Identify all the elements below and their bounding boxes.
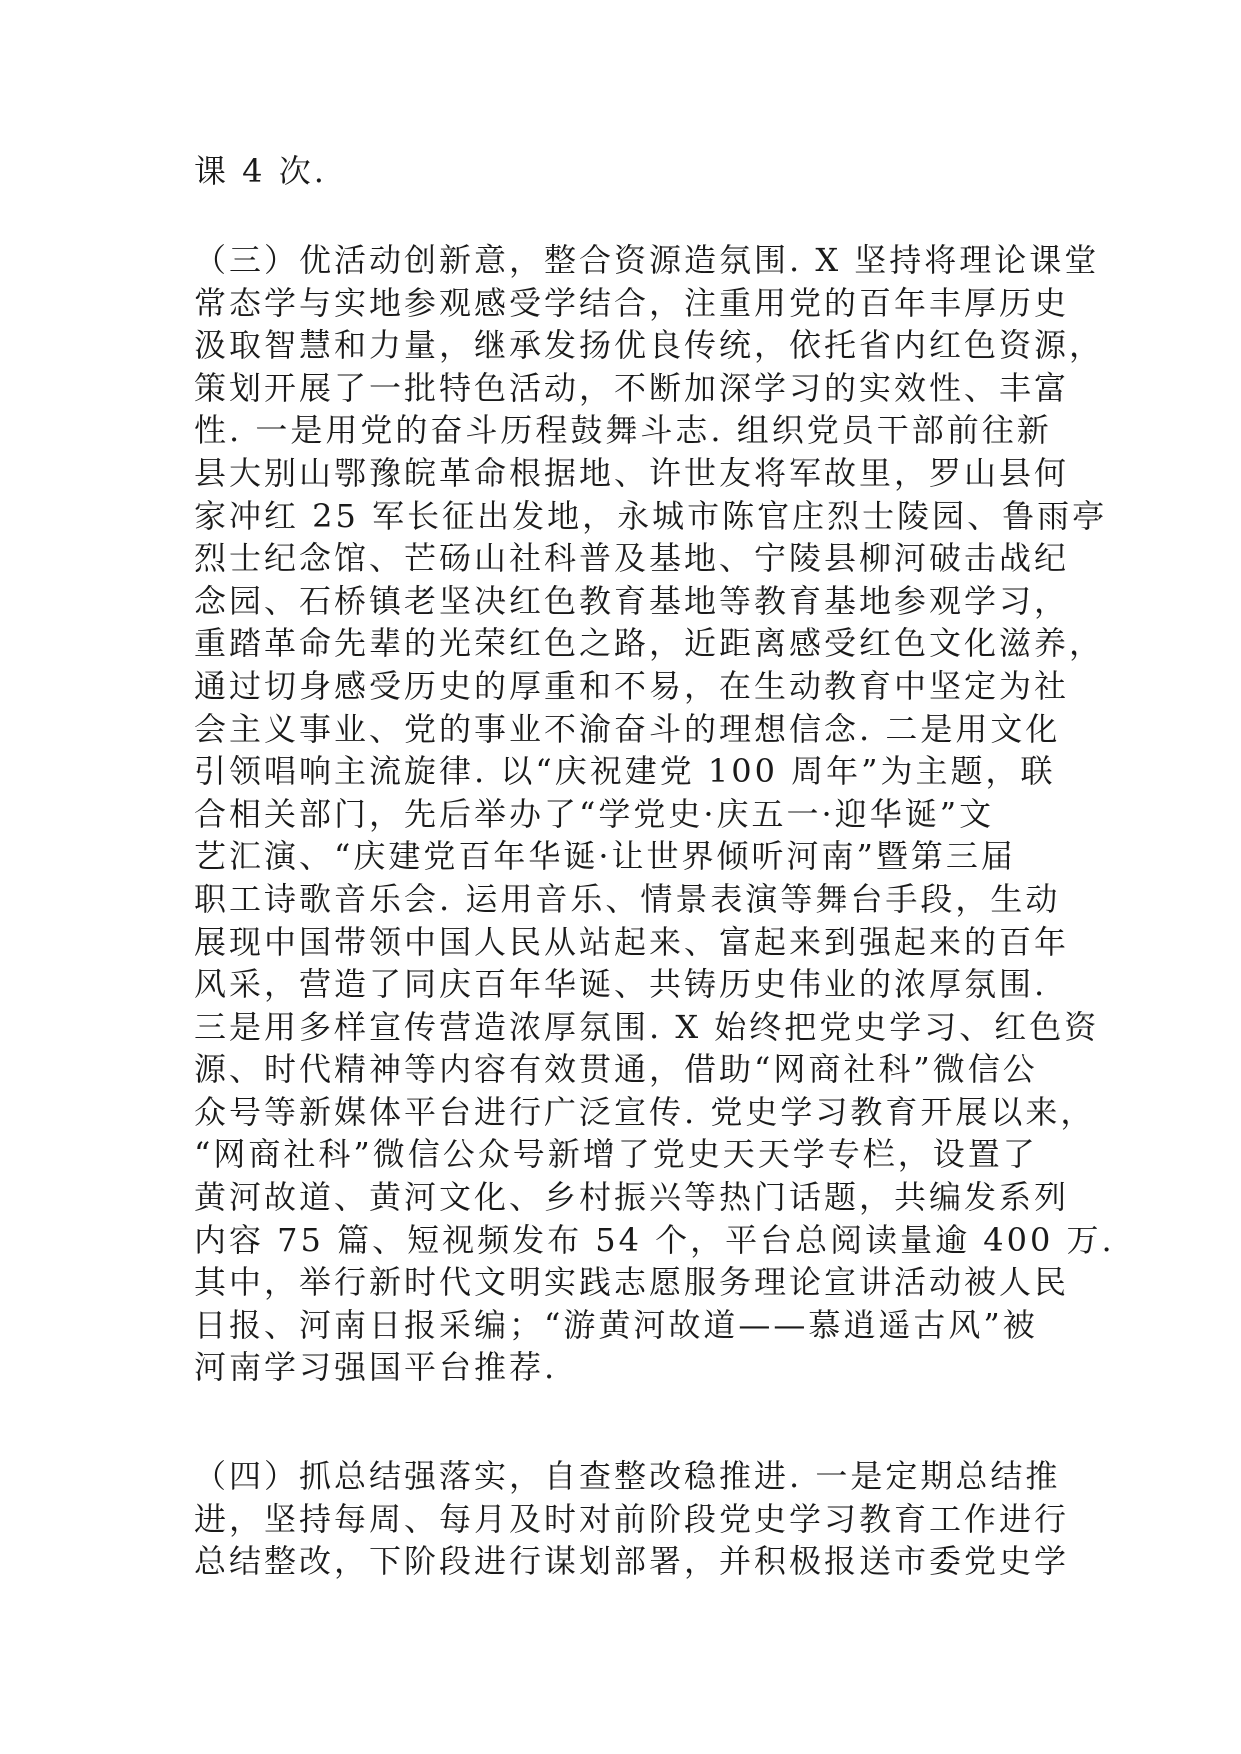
paragraph-section-3: （三）优活动创新意，整合资源造氛围. X 坚持将理论课堂 常态学与实地参观感受学结合，注重用党的百年丰厚历史 汲取智慧和力量，继承发扬优良传统，依托省内红色资源， 策划开展了一批特色活动，不断加深学习的实效性、丰富 性. 一是用党的奋斗历程鼓舞斗志. 组织党员干部前往新 县大别山鄂豫皖革命根据地、许世友将军故里，罗山县何 家冲红 25 军长征出发地，永城市陈官庄烈士陵园、鲁雨亭 烈士纪念馆、芒砀山社科普及基地、宁陵县柳河破击战纪 念园、石桥镇老坚决红色教育基地等教育基地参观学习， 重踏革命先辈的光荣红色之路，近距离感受红色文化滋养， 通过切身感受历史的厚重和不易，在生动教育中坚定为社 会主义事业、党的事业不渝奋斗的理想信念. 二是用文化 引领唱响主流旋律. 以“庆祝建党 100 周年”为主题，联 合相关部门，先后举办了“学党史·庆五一·迎华诞”文 艺汇演、“庆建党百年华诞·让世界倾听河南”暨第三届 职工诗歌音乐会. 运用音乐、情景表演等舞台手段，生动 展现中国带领中国人民从站起来、富起来到强起来的百年 风采，营造了同庆百年华诞、共铸历史伟业的浓厚氛围. 三是用多样宣传营造浓厚氛围. X 始终把党史学习、红色资 源、时代精神等内容有效贯通，借助“网商社科”微信公 众号等新媒体平台进行广泛宣传. 党史学习教育开展以来， “网商社科”微信公众号新增了党史天天学专栏，设置了 黄河故道、黄河文化、乡村振兴等热门话题，共编发系列 内容 75 篇、短视频发布 54 个，平台总阅读量逾 400 万. 其中，举行新时代文明实践志愿服务理论宣讲活动被人民 日报、河南日报采编；“游黄河故道——慕逍遥古风”被 河南学习强国平台推荐. bbox=[194, 241, 1115, 1387]
paragraph-tail: 课 4 次. bbox=[194, 152, 327, 190]
paragraph-section-4: （四）抓总结强落实，自查整改稳推进. 一是定期总结推 进，坚持每周、每月及时对前阶段党史学习教育工作进行 总结整改，下阶段进行谋划部署，并积极报送市委党史学 bbox=[194, 1457, 1070, 1581]
